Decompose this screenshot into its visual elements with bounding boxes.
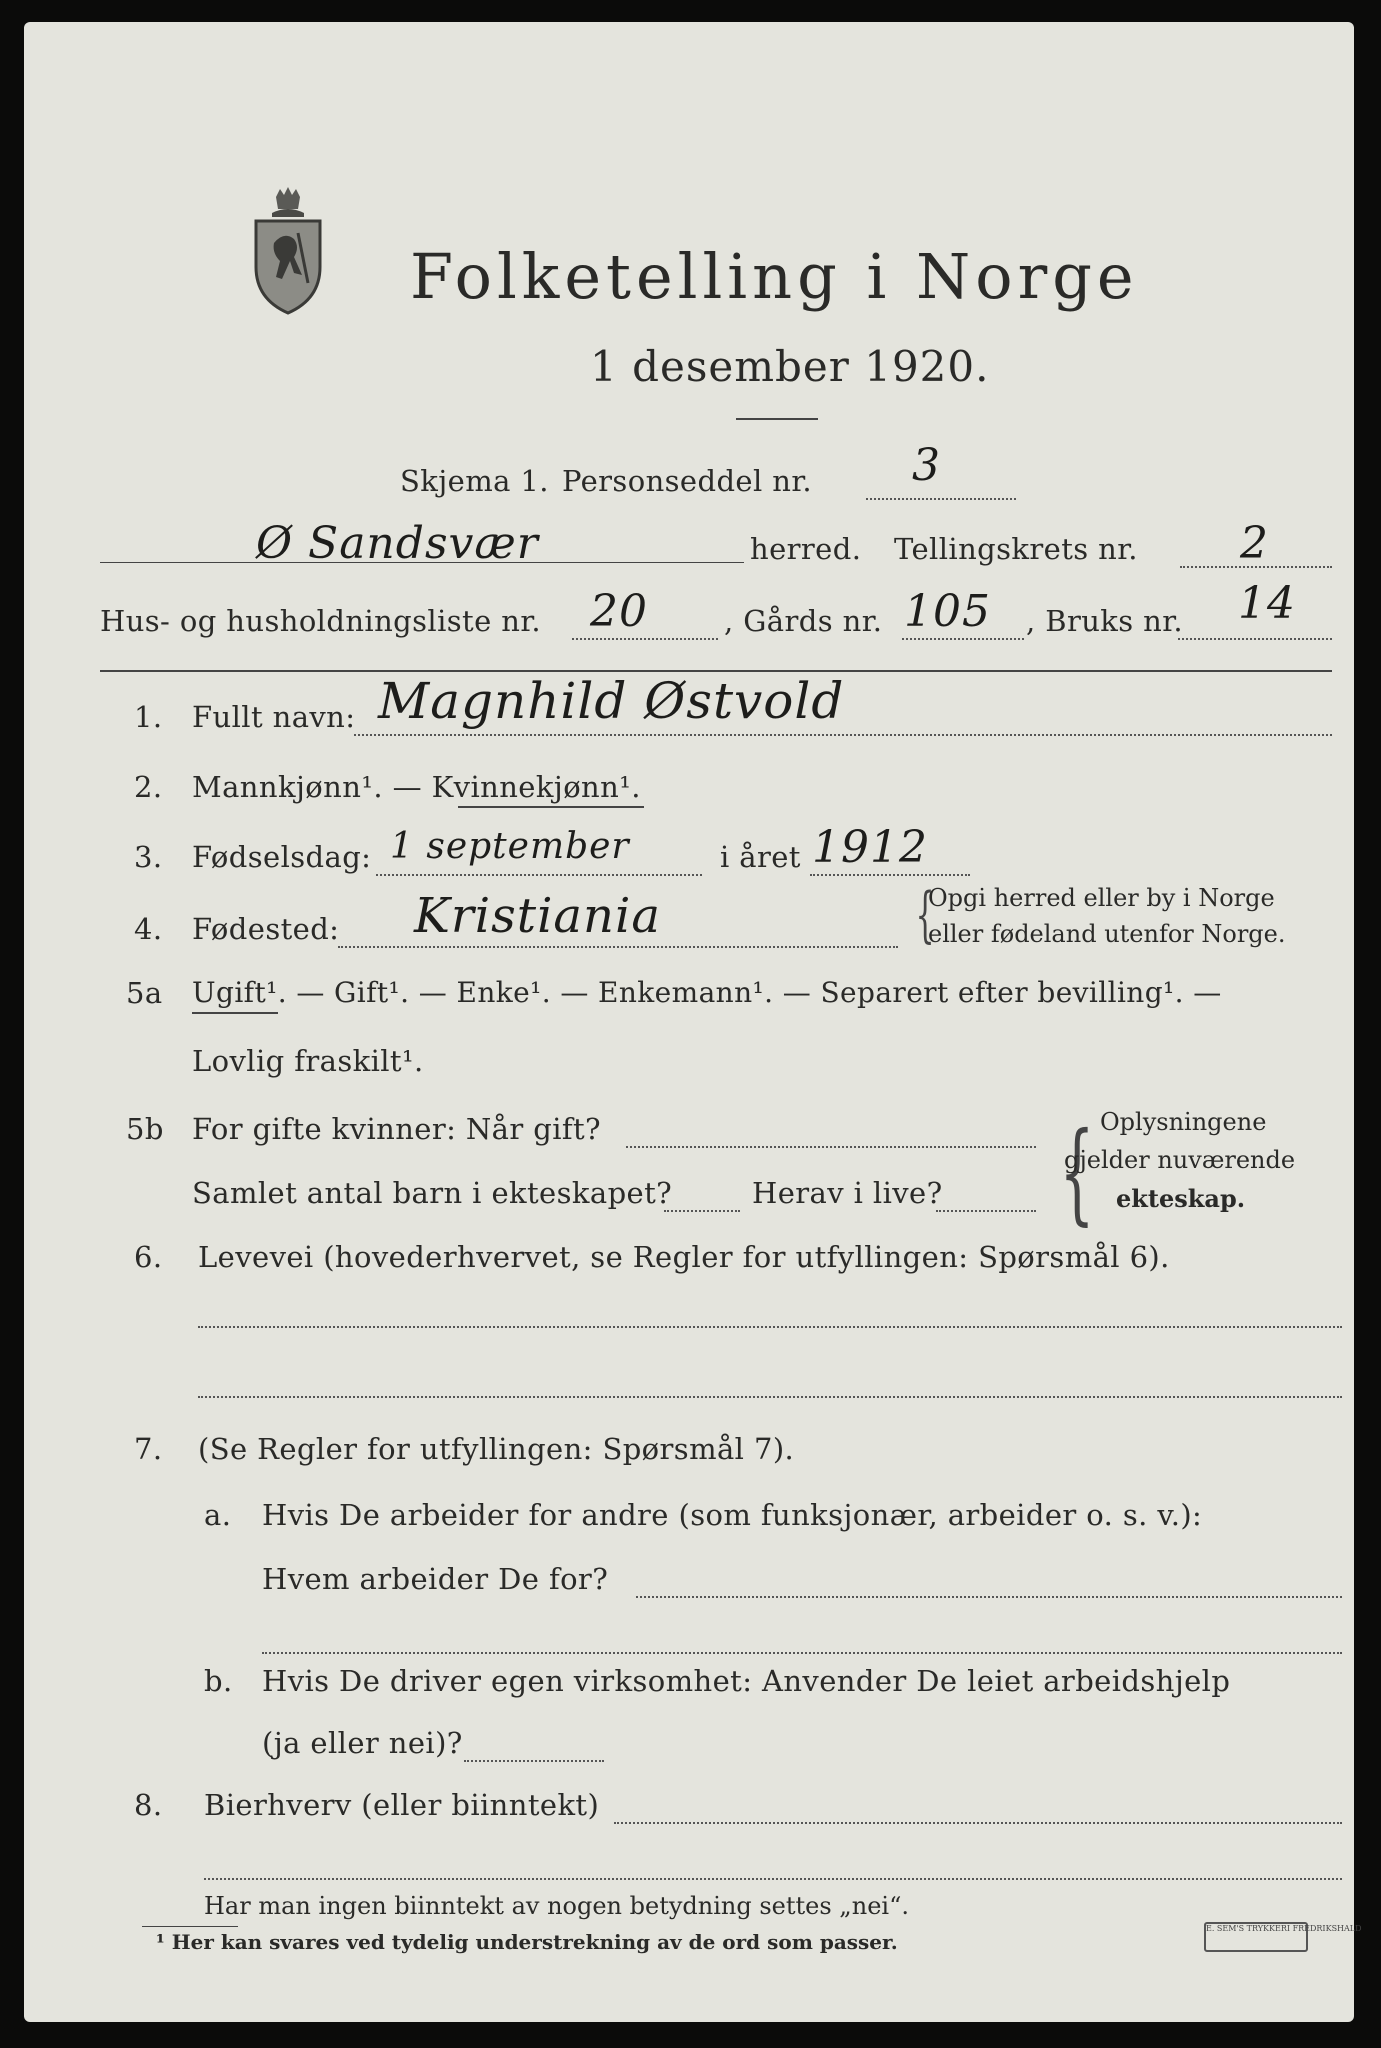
marital-status-options: Ugift¹. — Gift¹. — Enke¹. — Enkemann¹. — Separert efter bevilling¹. —	[192, 976, 1222, 1009]
gards-label: , Gårds nr.	[724, 604, 883, 638]
q3-label: Fødselsdag:	[192, 840, 372, 874]
q8-note: Har man ingen biinntekt av nogen betydning settes „nei“.	[204, 1892, 909, 1920]
birthday-field[interactable]	[376, 874, 702, 876]
q7-text: (Se Regler for utfyllingen: Spørsmål 7).	[198, 1432, 795, 1466]
children-count-field[interactable]	[664, 1210, 740, 1212]
side-income-field-2[interactable]	[204, 1878, 1342, 1880]
form-title: Folketelling i Norge	[410, 240, 1139, 313]
q5b-number: 5b	[126, 1112, 164, 1146]
q8-label: Bierhverv (eller biinntekt)	[204, 1788, 600, 1822]
herred-value: Ø Sandsvær	[256, 518, 539, 569]
footnote-text: ¹ Her kan svares ved tydelig understrekning av de ord som passer.	[156, 1930, 898, 1954]
form-date: 1 desember 1920.	[590, 342, 990, 391]
q3-number: 3.	[134, 840, 163, 874]
norway-coat-of-arms-icon	[250, 187, 326, 315]
gards-value: 105	[904, 586, 991, 637]
occupation-field-2[interactable]	[198, 1396, 1342, 1398]
bruks-label: , Bruks nr.	[1026, 604, 1183, 638]
q5a-number: 5a	[126, 976, 163, 1010]
q1-number: 1.	[134, 700, 163, 734]
gards-field[interactable]	[902, 638, 1024, 640]
hired-help-field[interactable]	[464, 1760, 604, 1762]
q6-number: 6.	[134, 1240, 163, 1274]
full-name-value: Magnhild Østvold	[378, 672, 845, 730]
q4-note-line1: Opgi herred eller by i Norge	[928, 884, 1275, 912]
side-income-field-1[interactable]	[614, 1822, 1342, 1824]
printer-stamp	[1204, 1922, 1362, 1952]
q8-number: 8.	[134, 1788, 163, 1822]
q4-label: Fødested:	[192, 912, 340, 946]
skjema-label: Skjema 1.	[400, 464, 549, 498]
q6-text: Levevei (hovederhvervet, se Regler for utfyllingen: Spørsmål 6).	[198, 1240, 1170, 1274]
bruks-field[interactable]	[1178, 638, 1332, 640]
q5b-married-label: For gifte kvinner: Når gift?	[192, 1112, 602, 1146]
q7b-label: (ja eller nei)?	[262, 1726, 463, 1760]
personseddel-label: Personseddel nr.	[562, 464, 813, 498]
q5b-note-line2: gjelder nuværende	[1064, 1146, 1296, 1174]
ugift-underline	[192, 1012, 278, 1014]
birthplace-value: Kristiania	[414, 888, 661, 944]
q7a-employer-label: Hvem arbeider De for?	[262, 1562, 609, 1596]
q5b-note-line1: Oplysningene	[1100, 1108, 1267, 1136]
q5b-alive-label: Herav i live?	[752, 1176, 943, 1210]
tellingskrets-value: 2	[1240, 518, 1269, 569]
full-name-field[interactable]	[354, 734, 1332, 736]
birth-year-value: 1912	[812, 822, 928, 873]
q4-note-brace: {	[915, 880, 935, 950]
q4-number: 4.	[134, 912, 163, 946]
q5b-children-label: Samlet antal barn i ekteskapet?	[192, 1176, 673, 1210]
husliste-value: 20	[590, 586, 648, 637]
marriage-date-field[interactable]	[626, 1146, 1036, 1148]
personseddel-value: 3	[912, 440, 941, 491]
herred-label: herred.	[750, 532, 862, 566]
q5b-note-line3: ekteskap.	[1116, 1184, 1246, 1213]
employer-field-2[interactable]	[262, 1652, 1342, 1654]
bruks-value: 14	[1238, 578, 1296, 629]
q5b-note-brace: {	[1059, 1108, 1095, 1236]
birthplace-field[interactable]	[338, 946, 898, 948]
tellingskrets-label: Tellingskrets nr.	[894, 532, 1138, 566]
printer-stamp-text: E. SEM'S TRYKKERI FREDRIKSHALD	[1206, 1924, 1362, 1933]
q7b-text: Hvis De driver egen virksomhet: Anvender De leiet arbeidshjelp	[262, 1664, 1231, 1698]
children-alive-field[interactable]	[936, 1210, 1036, 1212]
q4-note-line2: eller fødeland utenfor Norge.	[928, 920, 1286, 948]
marital-status-options-2: Lovlig fraskilt¹.	[192, 1044, 424, 1078]
gender-options: Mannkjønn¹. — Kvinnekjønn¹.	[192, 770, 641, 804]
herred-field[interactable]	[100, 562, 744, 563]
q2-number: 2.	[134, 770, 163, 804]
employer-field-1[interactable]	[636, 1596, 1342, 1598]
title-divider	[736, 418, 818, 420]
footnote-divider	[142, 1926, 238, 1927]
husliste-label: Hus- og husholdningsliste nr.	[100, 604, 542, 638]
q7a-text: Hvis De arbeider for andre (som funksjonær, arbeider o. s. v.):	[262, 1498, 1203, 1532]
q7a-letter: a.	[204, 1498, 232, 1532]
q7b-letter: b.	[204, 1664, 233, 1698]
q3-year-label: i året	[720, 840, 801, 874]
husliste-field[interactable]	[572, 638, 718, 640]
personseddel-field[interactable]	[866, 498, 1016, 500]
q7-number: 7.	[134, 1432, 163, 1466]
birthday-value: 1 september	[390, 826, 630, 867]
census-form-sheet	[24, 22, 1362, 2022]
kvinnekjonn-underline	[458, 806, 644, 808]
occupation-field-1[interactable]	[198, 1326, 1342, 1328]
q1-label: Fullt navn:	[192, 700, 356, 734]
birth-year-field[interactable]	[810, 874, 970, 876]
